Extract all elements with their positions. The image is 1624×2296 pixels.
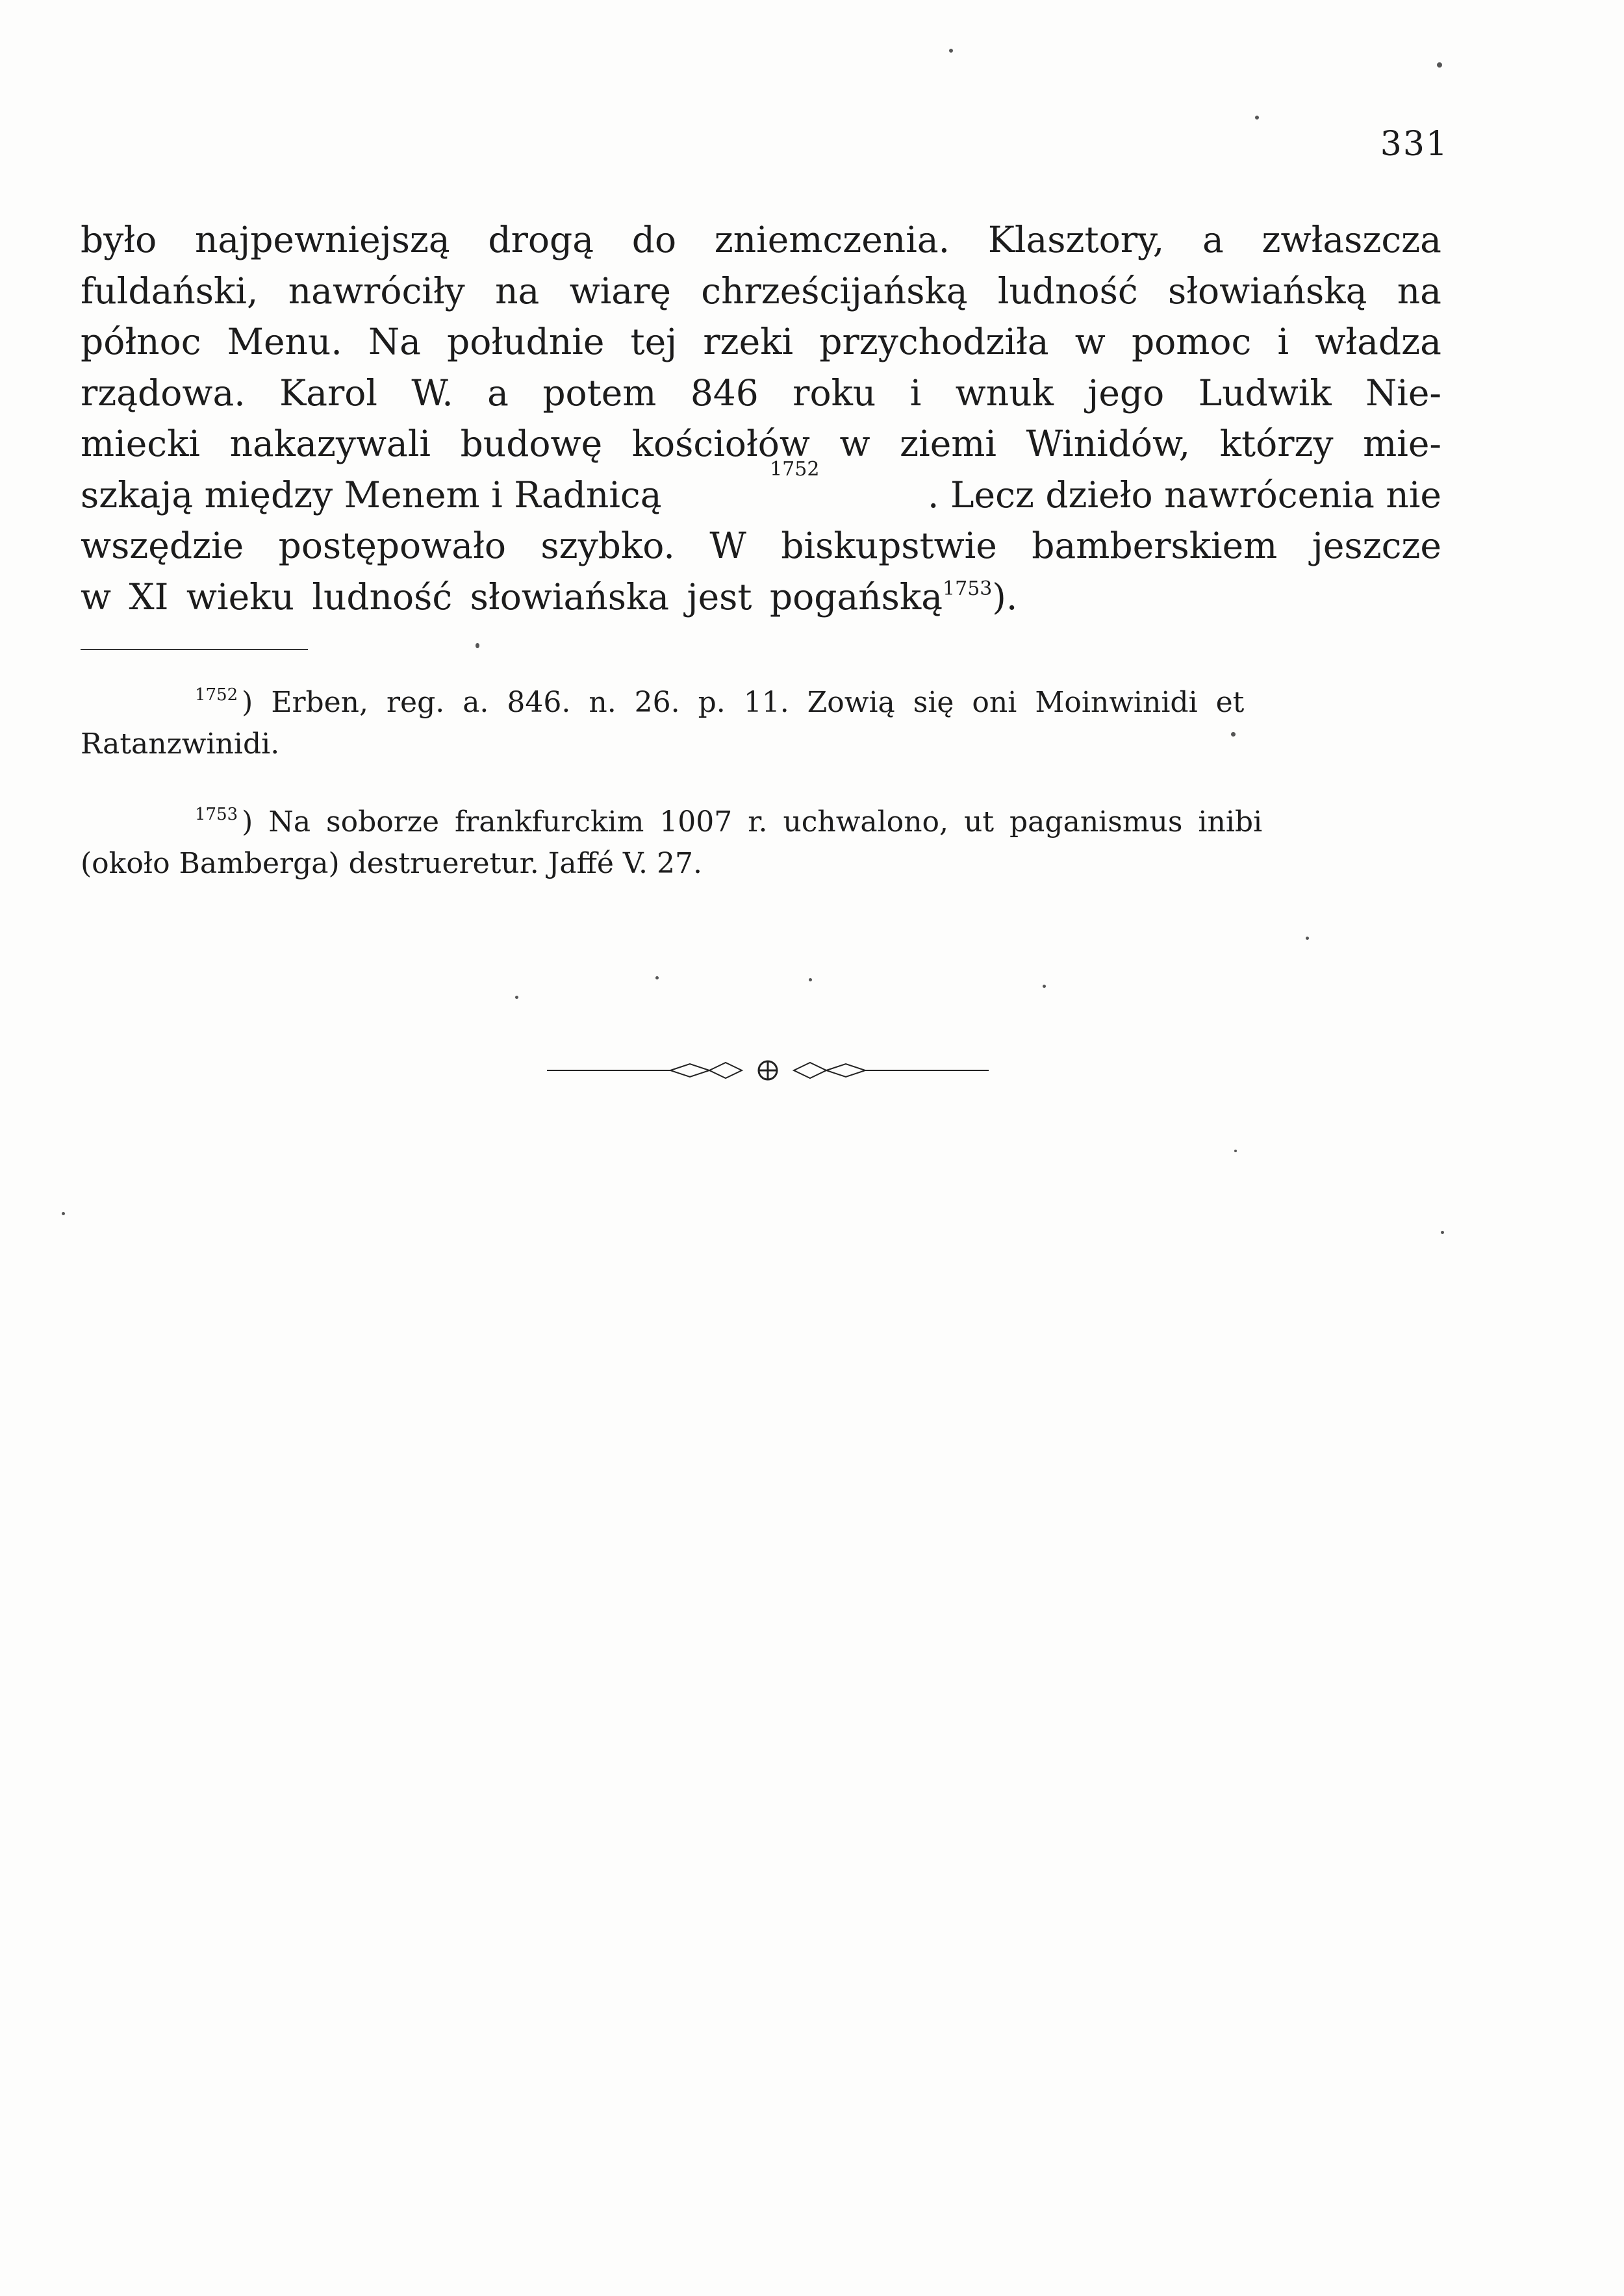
body-line — [81, 316, 1441, 368]
body-word: fuldański, — [81, 270, 259, 312]
footnote-number: 1753 — [195, 805, 238, 824]
scan-speck — [1043, 985, 1046, 988]
body-word: ludność — [997, 270, 1138, 312]
body-word: ziemi — [900, 423, 996, 464]
body-word: zwłaszcza — [1262, 219, 1441, 260]
body-word: mie- — [1363, 423, 1441, 464]
scan-speck — [1306, 937, 1309, 940]
body-line — [81, 266, 1441, 317]
body-word: 846 — [690, 372, 759, 414]
footnote — [81, 682, 1441, 765]
body-word: na — [1397, 270, 1441, 312]
body-word: tej — [630, 321, 678, 362]
body-word: kościołów — [631, 423, 810, 464]
body-word: wiarę — [569, 270, 671, 312]
body-word: biskupstwie — [781, 525, 997, 566]
body-word: zniemczenia. — [714, 219, 950, 260]
scan-speck — [809, 978, 812, 981]
body-word: Karol — [279, 372, 377, 414]
body-line — [81, 368, 1441, 419]
body-word: roku — [793, 372, 876, 414]
body-line-continuation: ). — [992, 575, 1018, 618]
body-word: którzy — [1219, 423, 1334, 464]
body-word: budowę — [460, 423, 603, 464]
scan-speck — [62, 1212, 65, 1215]
body-line-with-ref — [81, 457, 1441, 521]
footnote-line — [81, 682, 1441, 724]
scan-speck — [1231, 732, 1236, 737]
body-word: i — [1277, 321, 1289, 362]
body-word: wnuk — [955, 372, 1054, 414]
body-word: północ — [81, 321, 201, 362]
footnote-line — [81, 843, 1441, 885]
scan-speck — [949, 49, 953, 53]
scan-speck — [1437, 62, 1442, 68]
end-ornament — [547, 1057, 989, 1083]
scan-speck — [1441, 1231, 1444, 1234]
body-word: postępowało — [278, 525, 506, 566]
scan-speck — [476, 643, 479, 648]
footnote — [81, 801, 1441, 885]
footnote-number: 1752 — [195, 685, 238, 705]
body-word: Klasztory, — [987, 219, 1165, 260]
body-word: a — [1202, 219, 1224, 260]
page-number: 331 — [1380, 125, 1449, 164]
footnote-reference[interactable]: 1752 — [770, 457, 820, 481]
body-word: jeszcze — [1312, 525, 1441, 566]
body-line-text: w XI wieku ludność słowiańska jest pogańską — [81, 575, 943, 618]
body-word: było — [81, 219, 157, 260]
body-word: rzeki — [703, 321, 794, 362]
body-word: i — [909, 372, 922, 414]
body-word: jego — [1087, 372, 1165, 414]
body-word: potem — [542, 372, 657, 414]
body-word: Na — [368, 321, 421, 362]
body-word: szybko. — [540, 525, 675, 566]
body-word: Nie- — [1365, 372, 1441, 414]
body-word: Menu. — [227, 321, 342, 362]
scan-speck — [1255, 116, 1259, 120]
footnote-line — [81, 801, 1441, 843]
body-word: południe — [447, 321, 605, 362]
footnote-text: ) Na soborze frankfurckim 1007 r. uchwalono, ut paganismus inibi — [242, 805, 1263, 839]
body-word: nakazywali — [229, 423, 431, 464]
body-word: słowiańską — [1168, 270, 1367, 312]
body-line-with-ref — [81, 572, 1441, 623]
footnotes — [81, 682, 1441, 921]
body-line-continuation: . Lecz dzieło nawrócenia nie — [928, 473, 1441, 516]
body-word: wszędzie — [81, 525, 244, 566]
body-word: w — [1074, 321, 1106, 362]
footnote-text: (około Bamberga) destrueretur. Jaffé V. 27. — [81, 847, 702, 880]
body-word: miecki — [81, 423, 201, 464]
body-word: W — [709, 525, 746, 566]
body-word: pomoc — [1131, 321, 1252, 362]
body-word: bamberskiem — [1032, 525, 1278, 566]
scan-speck — [515, 996, 518, 999]
body-word: w — [839, 423, 870, 464]
footnote-separator-rule — [81, 649, 308, 650]
footnote-reference[interactable]: 1753 — [943, 577, 993, 600]
body-word: na — [495, 270, 540, 312]
body-word: drogą — [488, 219, 594, 260]
body-word: przychodziła — [819, 321, 1049, 362]
scan-speck — [1234, 1150, 1237, 1152]
body-text — [81, 214, 1441, 622]
body-word: władza — [1315, 321, 1441, 362]
footnote-text: Ratanzwinidi. — [81, 727, 280, 761]
body-word: nawróciły — [288, 270, 465, 312]
footnote-line — [81, 724, 1441, 765]
body-word: rządowa. — [81, 372, 246, 414]
body-line-text: szkają między Menem i Radnicą — [81, 473, 662, 516]
body-word: do — [631, 219, 677, 260]
body-word: a — [487, 372, 509, 414]
body-word: Winidów, — [1026, 423, 1191, 464]
body-line — [81, 214, 1441, 266]
footnote-text: ) Erben, reg. a. 846. n. 26. p. 11. Zowią się oni Moinwinidi et — [242, 686, 1245, 719]
body-line — [81, 418, 1441, 470]
scan-speck — [655, 976, 659, 979]
body-word: chrześcijańską — [701, 270, 968, 312]
body-word: Ludwik — [1198, 372, 1332, 414]
body-word: najpewniejszą — [194, 219, 450, 260]
body-line — [81, 520, 1441, 572]
body-word: W. — [411, 372, 453, 414]
